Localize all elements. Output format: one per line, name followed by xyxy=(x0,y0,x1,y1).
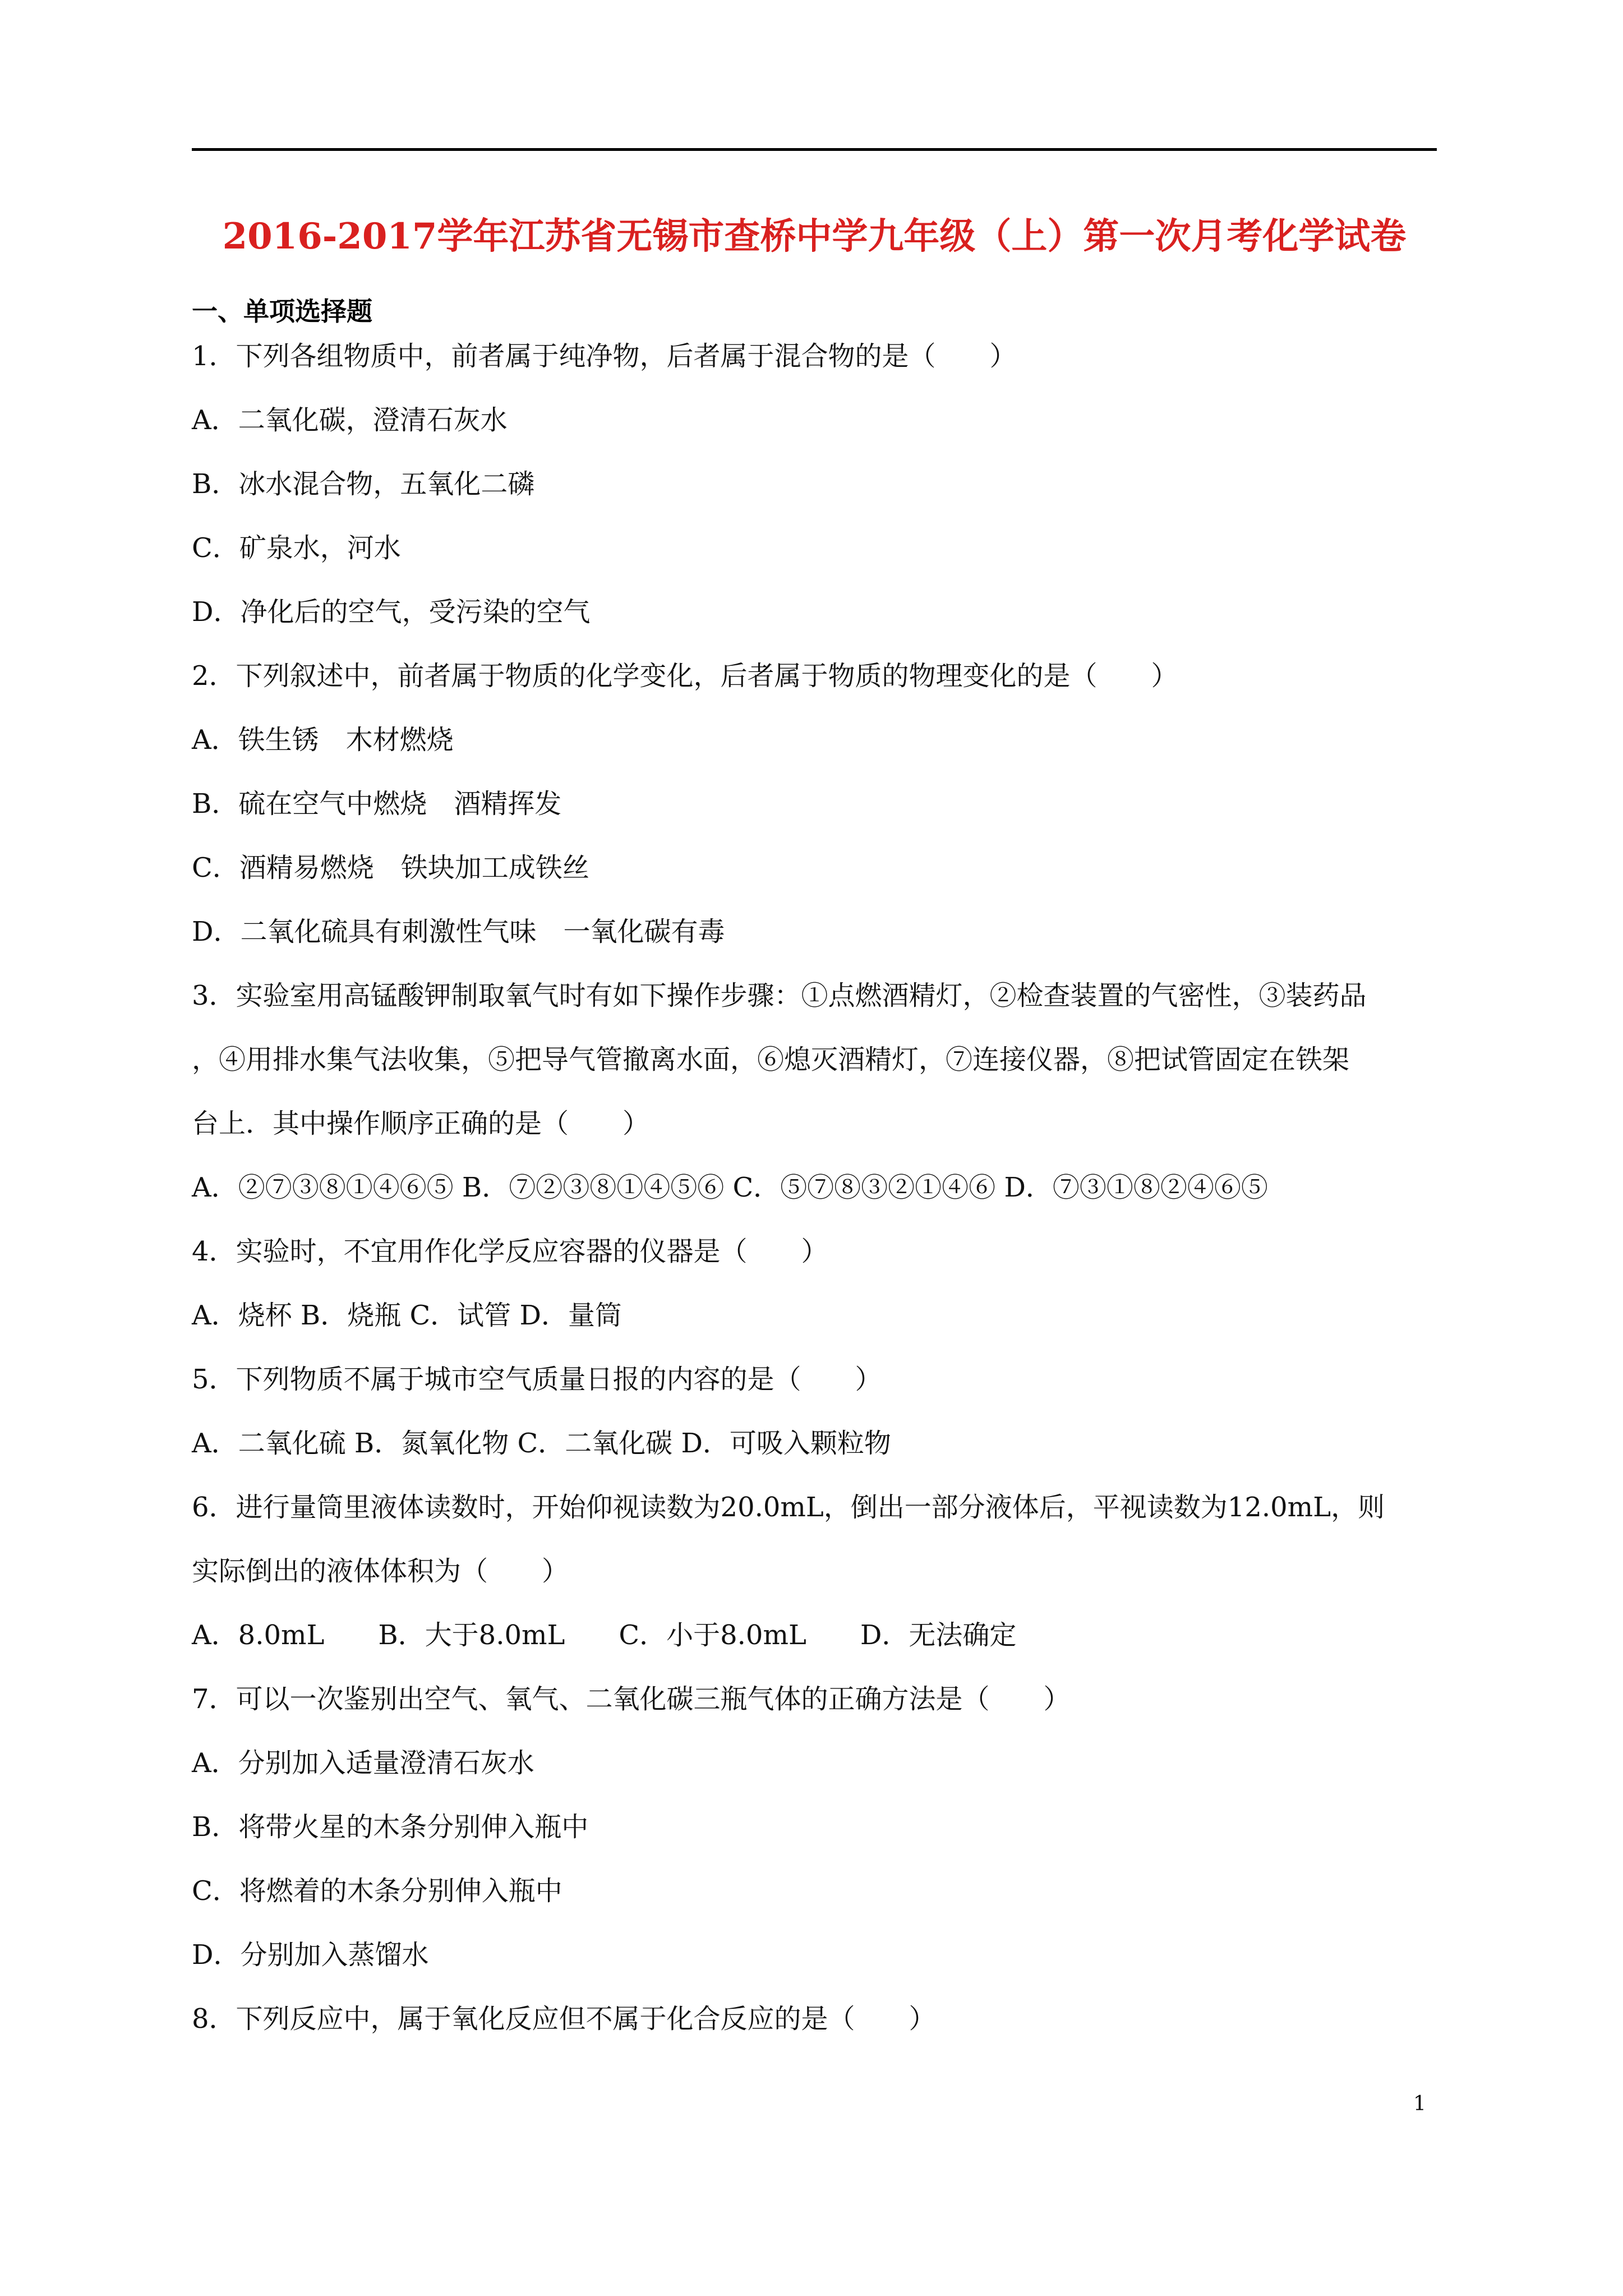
question-6-stem-cont: 实际倒出的液体体积为（ ） xyxy=(192,1556,569,1587)
question-2-option-a: A．铁生锈 木材燃烧 xyxy=(192,724,454,756)
question-2-stem: 2．下列叙述中，前者属于物质的化学变化，后者属于物质的物理变化的是（ ） xyxy=(192,660,1178,692)
question-6-options: A．8.0mL B．大于8.0mL C．小于8.0mL D．无法确定 xyxy=(192,1619,1017,1651)
question-4-options: A．烧杯 B．烧瓶 C．试管 D．量筒 xyxy=(192,1300,622,1331)
question-2-option-b: B．硫在空气中燃烧 酒精挥发 xyxy=(192,788,562,820)
question-5-options: A．二氧化硫 B．氮氧化物 C．二氧化碳 D．可吸入颗粒物 xyxy=(192,1428,891,1459)
header-rule xyxy=(192,148,1437,151)
question-8-stem: 8．下列反应中，属于氧化反应但不属于化合反应的是（ ） xyxy=(192,2003,936,2035)
question-1-option-d: D．净化后的空气，受污染的空气 xyxy=(192,596,591,628)
page-number: 1 xyxy=(1413,2092,1426,2115)
exam-title: 2016-2017学年江苏省无锡市查桥中学九年级（上）第一次月考化学试卷 xyxy=(222,215,1407,257)
question-7-option-d: D．分别加入蒸馏水 xyxy=(192,1939,429,1971)
question-2-option-c: C．酒精易燃烧 铁块加工成铁丝 xyxy=(192,852,589,884)
question-1-option-b: B．冰水混合物，五氧化二磷 xyxy=(192,468,535,500)
question-7-option-a: A．分别加入适量澄清石灰水 xyxy=(192,1747,534,1779)
section-heading: 一、单项选择题 xyxy=(192,296,372,326)
question-6-stem: 6．进行量筒里液体读数时，开始仰视读数为20.0mL，倒出一部分液体后，平视读数为12.0mL，则 xyxy=(192,1492,1385,1523)
question-1-stem: 1．下列各组物质中，前者属于纯净物，后者属于混合物的是（ ） xyxy=(192,341,1017,372)
question-4-stem: 4．实验时，不宜用作化学反应容器的仪器是（ ） xyxy=(192,1236,828,1267)
question-3-stem-end: 台上．其中操作顺序正确的是（ ） xyxy=(192,1108,650,1139)
question-3-options: A．②⑦③⑧①④⑥⑤ B．⑦②③⑧①④⑤⑥ C．⑤⑦⑧③②①④⑥ D．⑦③①⑧②④⑥⑤ xyxy=(192,1172,1268,1203)
question-1-option-c: C．矿泉水，河水 xyxy=(192,532,401,564)
question-5-stem: 5．下列物质不属于城市空气质量日报的内容的是（ ） xyxy=(192,1364,882,1395)
question-7-option-c: C．将燃着的木条分别伸入瓶中 xyxy=(192,1875,562,1907)
question-7-option-b: B．将带火星的木条分别伸入瓶中 xyxy=(192,1811,589,1843)
question-7-stem: 7．可以一次鉴别出空气、氧气、二氧化碳三瓶气体的正确方法是（ ） xyxy=(192,1683,1071,1715)
question-3-stem-cont: ，④用排水集气法收集，⑤把导气管撤离水面，⑥熄灭酒精灯，⑦连接仪器，⑧把试管固定在铁架 xyxy=(192,1044,1350,1075)
question-2-option-d: D．二氧化硫具有刺激性气味 一氧化碳有毒 xyxy=(192,916,725,947)
question-1-option-a: A．二氧化碳，澄清石灰水 xyxy=(192,404,508,436)
question-3-stem: 3．实验室用高锰酸钾制取氧气时有如下操作步骤：①点燃酒精灯，②检查装置的气密性，③装药品 xyxy=(192,980,1367,1011)
